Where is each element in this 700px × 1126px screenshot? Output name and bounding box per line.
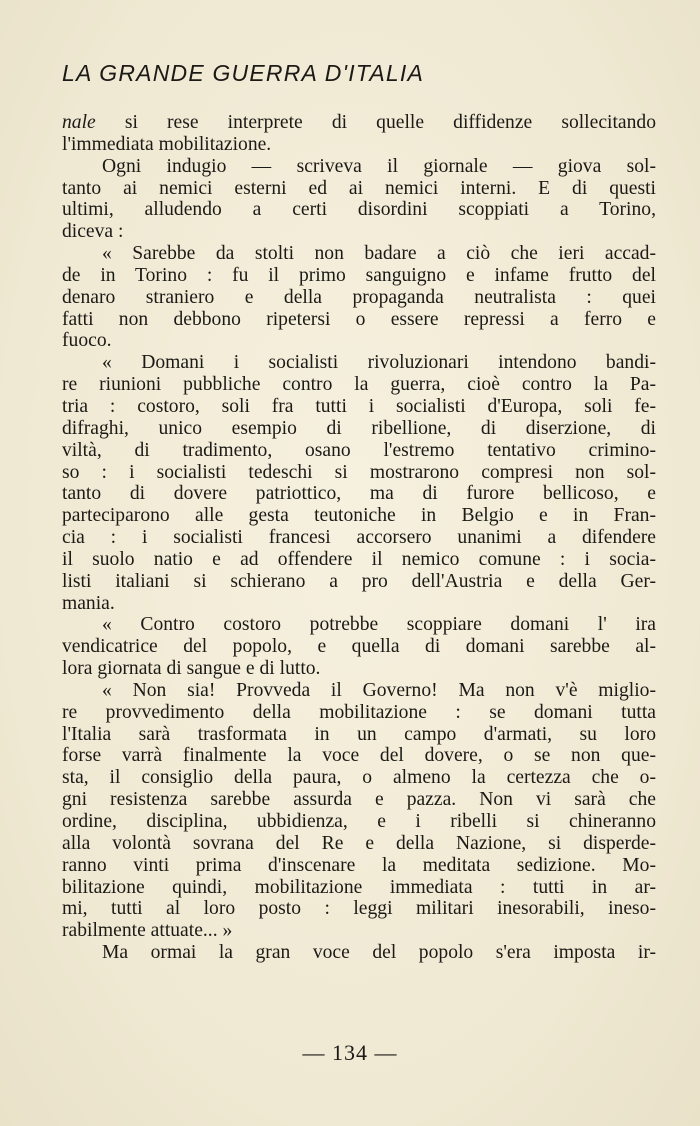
body-text (62, 112, 656, 964)
text-line: tanto di dovere patriottico, ma di furore bellicoso, e (62, 483, 656, 505)
text-line: « Sarebbe da stolti non badare a ciò che ieri accad- (102, 243, 656, 265)
text-line: mania. (62, 592, 115, 614)
text-line: tanto ai nemici esterni ed ai nemici interni. E di questi (62, 177, 656, 199)
text-line: ultimi, alludendo a certi disordini scoppiati a Torino, (62, 199, 656, 221)
text-line: forse varrà finalmente la voce del dovere, o se non que- (62, 745, 656, 767)
text-line: alla volontà sovrana del Re e della Nazione, si disperde- (62, 832, 656, 854)
text-line: re riunioni pubbliche contro la guerra, cioè contro la Pa- (62, 374, 656, 396)
text-line: « Contro costoro potrebbe scoppiare domani l' ira (102, 614, 656, 636)
text-line: parteciparono alle gesta teutoniche in Belgio e in Fran- (62, 505, 656, 527)
text-line: « Non sia! Provveda il Governo! Ma non v'è miglio- (102, 679, 656, 701)
italic-word: nale (62, 112, 96, 133)
text-line: sta, il consiglio della paura, o almeno la certezza che o- (62, 767, 656, 789)
text-line: l'Italia sarà trasformata in un campo d'armati, su loro (62, 723, 656, 745)
text-line: mi, tutti al loro posto : leggi militari inesorabili, ineso- (62, 898, 656, 920)
text-line: tria : costoro, soli fra tutti i socialisti d'Europa, soli fe- (62, 395, 656, 417)
text-line: vendicatrice del popolo, e quella di domani sarebbe al- (62, 636, 656, 658)
running-head: LA GRANDE GUERRA D'ITALIA (62, 60, 424, 86)
text-line: re provvedimento della mobilitazione : se domani tutta (62, 701, 656, 723)
text-line: listi italiani si schierano a pro dell'Austria e della Ger- (62, 570, 656, 592)
text-line: fatti non debbono ripetersi o essere repressi a ferro e (62, 308, 656, 330)
text-line: nale si rese interprete di quelle diffidenze sollecitando (62, 112, 656, 133)
text-line: viltà, di tradimento, osano l'estremo tentativo crimino- (62, 439, 656, 461)
text-line: il suolo natio e ad offendere il nemico comune : i socia- (62, 548, 656, 570)
text-line: « Domani i socialisti rivoluzionari intendono bandi- (102, 352, 656, 374)
text-line: ranno vinti prima d'inscenare la meditata sedizione. Mo- (62, 854, 656, 876)
text-line: cia : i socialisti francesi accorsero unanimi a difendere (62, 527, 656, 549)
text-line: Ogni indugio — scriveva il giornale — giova sol- (102, 155, 656, 177)
text-line: de in Torino : fu il primo sanguigno e infame frutto del (62, 264, 656, 286)
text-line: Ma ormai la gran voce del popolo s'era imposta ir- (102, 942, 656, 964)
text-line: so : i socialisti tedeschi si mostrarono compresi non sol- (62, 461, 656, 483)
text-line: lora giornata di sangue e di lutto. (62, 658, 321, 680)
text-line: bilitazione quindi, mobilitazione immediata : tutti in ar- (62, 876, 656, 898)
text-line: ordine, disciplina, ubbidienza, e i ribelli si chineranno (62, 811, 656, 832)
text-line: fuoco. (62, 330, 112, 352)
text-line: denaro straniero e della propaganda neutralista : quei (62, 286, 656, 308)
text-line: diceva : (62, 221, 124, 243)
text-line: l'immediata mobilitazione. (62, 133, 272, 155)
text-line: difraghi, unico esempio di ribellione, di diserzione, di (62, 417, 656, 439)
text-line: gni resistenza sarebbe assurda e pazza. Non vi sarà che (62, 789, 656, 811)
page-number: — 134 — (302, 1040, 398, 1065)
text-line: rabilmente attuate... » (62, 920, 233, 942)
